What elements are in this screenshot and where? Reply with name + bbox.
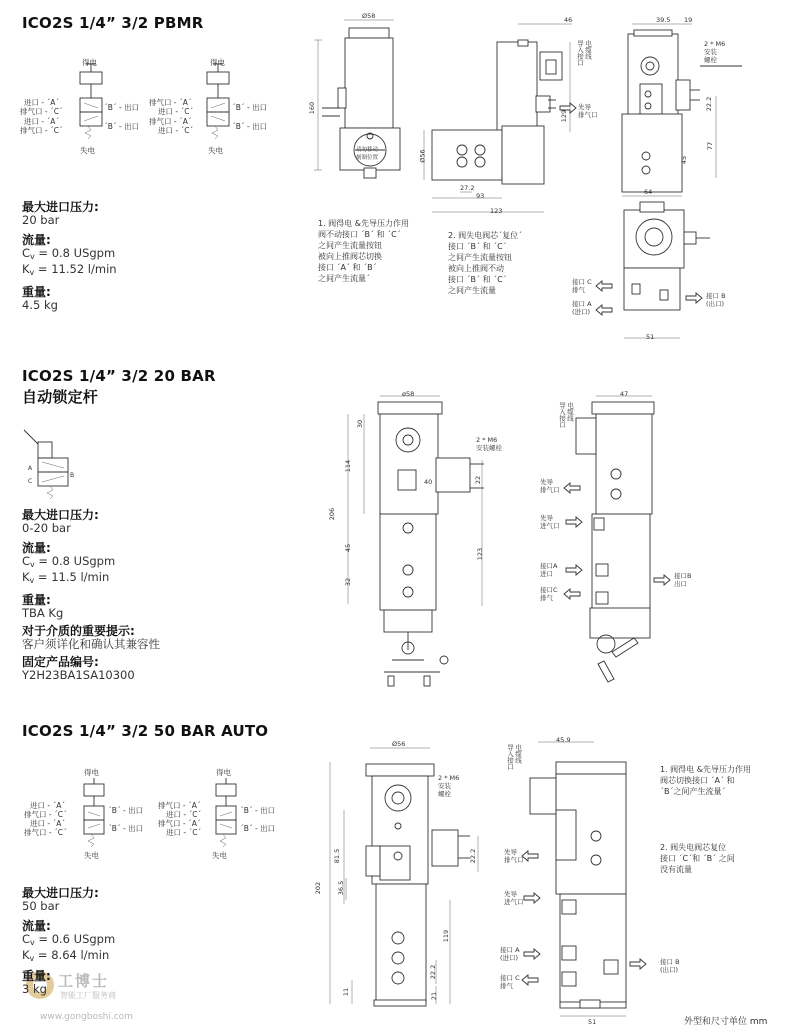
sec2-dim-206: 206 xyxy=(328,507,337,521)
sec1-outlet-b-label: ´B´ - 出口 xyxy=(104,103,140,112)
sec2-dim-40: 40 xyxy=(424,478,433,486)
sec1-exhaust-c-label-2: 排气口 - ´C´ xyxy=(20,126,63,135)
sec3-energized-label-r: 得电 xyxy=(216,768,231,777)
sec1-r-outlet-b-label-2: ´B´ - 出口 xyxy=(232,122,268,131)
sec3-note-2: 2. 阀失电阀芯复位 接口 ´C´和 ´B´ 之间 没有流量 xyxy=(660,843,735,874)
sec1-r-exhaust-a-label-2: 排气口 - ´A´ xyxy=(149,117,192,126)
sec3-pilot-inlet-label: 先导 进气口 xyxy=(504,890,524,906)
sec3-dim-11: 11 xyxy=(342,987,351,997)
units-note: 外型和尺寸单位 mm xyxy=(684,1017,768,1027)
sec1-r-exhaust-a-label: 排气口 - ´A´ xyxy=(149,98,192,107)
sec1-dim-64: 64 xyxy=(644,188,653,196)
sec2-specs xyxy=(22,508,160,682)
sec1-valve-symbol-right xyxy=(207,64,229,139)
sec1-dim-22: 22.2 xyxy=(705,96,714,112)
sec3-kv: $K_v = 8.64$ l/min xyxy=(22,948,110,963)
sec2-cable-entry-label: 电缆线 导入接口 xyxy=(558,402,574,428)
sec2-sym-c: C xyxy=(28,478,33,485)
sec2-pilot-exhaust-label: 先导 排气口 xyxy=(540,478,560,494)
sec2-subtitle: 自动锁定杆 xyxy=(22,388,99,406)
sec3-max-pressure-label: 最大进口压力: xyxy=(22,886,99,900)
sec1-cv: $C_v = 0.8$ USgpm xyxy=(22,246,116,261)
sec2-front-view xyxy=(348,396,484,686)
sec3-r-outlet-b-label: ´B´ - 出口 xyxy=(240,806,276,815)
sec2-max-pressure-value: 0-20 bar xyxy=(22,521,71,535)
sec2-dim-30: 30 xyxy=(356,419,365,429)
sec2-weight-label: 重量: xyxy=(22,593,51,607)
sec3-inlet-a-label-2: 进口 - ´A´ xyxy=(30,819,66,828)
sec3-port-a-label: 接口 A (进口) xyxy=(500,946,520,962)
sec2-dim-32: 32 xyxy=(344,577,353,587)
sec3-pilot-exhaust-label: 先导 排气口 xyxy=(504,848,524,864)
sec2-kv: $K_v = 11.5$ l/min xyxy=(22,570,110,585)
sec1-inlet-a-label: 进口 - ´A´ xyxy=(24,98,60,107)
sec1-bottom-view xyxy=(624,202,710,338)
sec3-weight-value: 3 kg xyxy=(22,982,47,996)
sec1-energized-label: 得电 xyxy=(82,58,97,67)
sec3-dim-81: 81.5 xyxy=(333,848,342,864)
sec1-dim-51: 51 xyxy=(646,333,655,341)
sec2-dim-123: 123 xyxy=(476,547,485,561)
sec3-valve-symbol-left xyxy=(84,778,104,847)
sec2-dim-dia58: ø58 xyxy=(402,390,415,398)
sec2-flow-label: 流量: xyxy=(22,541,51,555)
sec1-dim-19: 19 xyxy=(684,16,693,24)
sec3-r-exhaust-a-label-2: 排气口 - ´A´ xyxy=(158,819,201,828)
sec3-port-b-label: 接口 B (出口) xyxy=(660,958,680,974)
sec1-max-pressure-label: 最大进口压力: xyxy=(22,200,99,214)
sec1-max-pressure-value: 20 bar xyxy=(22,213,60,227)
sec1-deenergized-label-r: 失电 xyxy=(208,146,223,155)
sec1-cable-entry-label: 电缆线 导入接口 xyxy=(576,40,592,66)
sec1-r-inlet-c-label-2: 进口 - ´C´ xyxy=(158,126,194,135)
sec1-r-outlet-b-label: ´B´ - 出口 xyxy=(232,103,268,112)
sec1-dim-123: 123 xyxy=(490,207,503,215)
sec3-dim-202: 202 xyxy=(314,881,323,895)
watermark-url: www.gongboshi.com xyxy=(40,1012,133,1022)
sec3-r-outlet-b-label-2: ´B´ - 出口 xyxy=(240,824,276,833)
sec3-flow-label: 流量: xyxy=(22,919,51,933)
sec3-outlet-b-label-2: ´B´ - 出口 xyxy=(108,824,144,833)
sec2-dim-47: 47 xyxy=(620,390,629,398)
sec3-dim-51: 51 xyxy=(588,1018,597,1026)
sec3-max-pressure-value: 50 bar xyxy=(22,899,60,913)
sec2-port-b-label: 接口B 出口 xyxy=(674,572,692,588)
sec3-dim-21: 21 xyxy=(430,991,439,1001)
sec1-note-2: 2. 阀失电阀芯´复位´ 接口 ´B´ 和 ´C´ 之间产生流量按钮 被向上推阀不动 接口 ´B´ 和 ´C´ 之间产生流量 xyxy=(448,231,523,295)
sec3-outlet-b-label: ´B´ - 出口 xyxy=(108,806,144,815)
sec3-side-view xyxy=(530,742,626,1016)
sec2-dim-22: 22 xyxy=(474,475,483,485)
sec1-energized-label-r: 得电 xyxy=(210,58,225,67)
sec1-dim-93: 93 xyxy=(476,192,485,200)
sec1-weight-value: 4.5 kg xyxy=(22,298,58,312)
sec2-side-view xyxy=(576,396,654,682)
sec3-exhaust-c-label-2: 排气口 - ´C´ xyxy=(24,828,67,837)
sec1-kv: $K_v = 11.52$ l/min xyxy=(22,262,117,277)
sec3-r-inlet-c-label-2: 进口 - ´C´ xyxy=(166,828,202,837)
sec3-valve-symbol-right xyxy=(216,778,236,847)
sec3-dim-119: 119 xyxy=(442,929,451,943)
sec2-part-value: Y2H23BA1SA10300 xyxy=(22,668,135,682)
sec3-dim-22-top: 22.2 xyxy=(469,848,478,864)
sec2-port-a-label: 接口A 进口 xyxy=(540,562,558,578)
sec3-deenergized-label: 失电 xyxy=(84,851,99,860)
sec3-dim-45: 45.9 xyxy=(556,736,571,744)
sec2-dim-114: 114 xyxy=(344,459,353,473)
watermark-brand: 工博士 xyxy=(58,972,110,990)
watermark-slogan: 智能工厂服务商 xyxy=(60,991,116,1000)
sec1-r-inlet-c-label: 进口 - ´C´ xyxy=(158,107,194,116)
sec3-r-inlet-c-label: 进口 - ´C´ xyxy=(166,810,202,819)
sec1-rotation-warning: 请勿移动 刻制位置 xyxy=(356,147,379,161)
sec1-port-a-label: 接口 A (进口) xyxy=(572,300,592,316)
sec3-energized-label: 得电 xyxy=(84,768,99,777)
sec2-mounting-bolt-label: 2 * M6 安装螺栓 xyxy=(476,436,502,452)
sec3-mounting-bolt-label: 2 * M6 安装 螺栓 xyxy=(438,774,460,798)
sec3-r-exhaust-a-label: 排气口 - ´A´ xyxy=(158,801,201,810)
sec1-valve-symbol-left xyxy=(80,64,102,139)
sec1-mounting-bolt-label: 2 * M6 安装 螺栓 xyxy=(704,40,726,64)
sec3-note-1: 1. 阀得电 &先导压力作用 阀芯切换接口 ´A´ 和 ´B´之间产生流量´ xyxy=(660,765,751,796)
sec3-exhaust-c-label: 排气口 - ´C´ xyxy=(24,810,67,819)
sec1-dim-160: 160 xyxy=(308,101,317,115)
sec3-dim-22-bottom: 22.2 xyxy=(429,964,438,980)
sec2-sym-b: B xyxy=(70,472,75,479)
sec2-weight-value: TBA Kg xyxy=(22,606,64,620)
sec3-title: ICO2S 1/4” 3/2 50 BAR AUTO xyxy=(22,722,269,740)
sec1-weight-label: 重量: xyxy=(22,285,51,299)
sec1-dim-dia58: Ø58 xyxy=(362,12,376,20)
sec1-pilot-exhaust-label: 先导 排气口 xyxy=(578,103,598,119)
sec3-cable-entry-label: 电缆线 导入接口 xyxy=(506,744,522,770)
sec2-dim-45: 45 xyxy=(344,543,353,553)
sec2-max-pressure-label: 最大进口压力: xyxy=(22,508,99,522)
sec1-dim-39: 39.5 xyxy=(656,16,671,24)
sec1-side-view xyxy=(424,24,572,212)
sec2-pilot-inlet-label: 先导 进气口 xyxy=(540,514,560,530)
sec1-title: ICO2S 1/4” 3/2 PBMR xyxy=(22,14,204,32)
sec3-dim-36: 36.5 xyxy=(337,880,346,896)
sec2-port-c-label: 接口C 排气 xyxy=(540,586,558,602)
sec2-media-label: 对于介质的重要提示: xyxy=(22,624,135,638)
sec1-outlet-b-label-2: ´B´ - 出口 xyxy=(104,122,140,131)
sec1-inlet-a-label-2: 进口 - ´A´ xyxy=(24,117,60,126)
sec1-dim-dia56: Ø56 xyxy=(418,149,427,163)
sec1-flow-label: 流量: xyxy=(22,233,51,247)
sec1-port-c-label: 接口 C 排气 xyxy=(572,278,592,294)
sec3-inlet-a-label: 进口 - ´A´ xyxy=(30,801,66,810)
sec1-port-b-label: 接口 B (出口) xyxy=(706,292,726,308)
sec1-deenergized-label: 失电 xyxy=(80,146,95,155)
sec3-weight-label: 重量: xyxy=(22,969,51,983)
sec2-media-value: 客户须详化和确认其兼容性 xyxy=(22,637,160,651)
sec1-dim-77: 77 xyxy=(706,141,715,151)
sec3-cv: $C_v = 0.6$ USgpm xyxy=(22,932,116,947)
sec3-deenergized-label-r: 失电 xyxy=(212,851,227,860)
sec1-dim-46: 46 xyxy=(564,16,573,24)
sec1-dim-129: 129 xyxy=(560,109,569,123)
sec1-dim-45: 45 xyxy=(680,155,689,165)
sec3-dim-dia56: Ø56 xyxy=(392,740,406,748)
sec2-cv: $C_v = 0.8$ USgpm xyxy=(22,554,116,569)
sec1-specs xyxy=(22,200,117,312)
sec1-note-1: 1. 阀得电 &先导压力作用 阀不动接口 ´B´ 和 ´C´ 之间产生流量按钮 被向上推阀芯切换 接口 ´A´ 和 ´B´ 之间产生流量´ xyxy=(318,219,409,283)
sec2-part-label: 固定产品编号: xyxy=(22,655,99,669)
sec1-exhaust-c-label: 排气口 - ´C´ xyxy=(20,107,63,116)
sec1-dim-27: 27.2 xyxy=(460,184,475,192)
sec3-port-c-label: 接口 C 排气 xyxy=(500,974,520,990)
sec2-sym-a: A xyxy=(28,465,33,472)
sec2-title: ICO2S 1/4” 3/2 20 BAR xyxy=(22,367,216,385)
